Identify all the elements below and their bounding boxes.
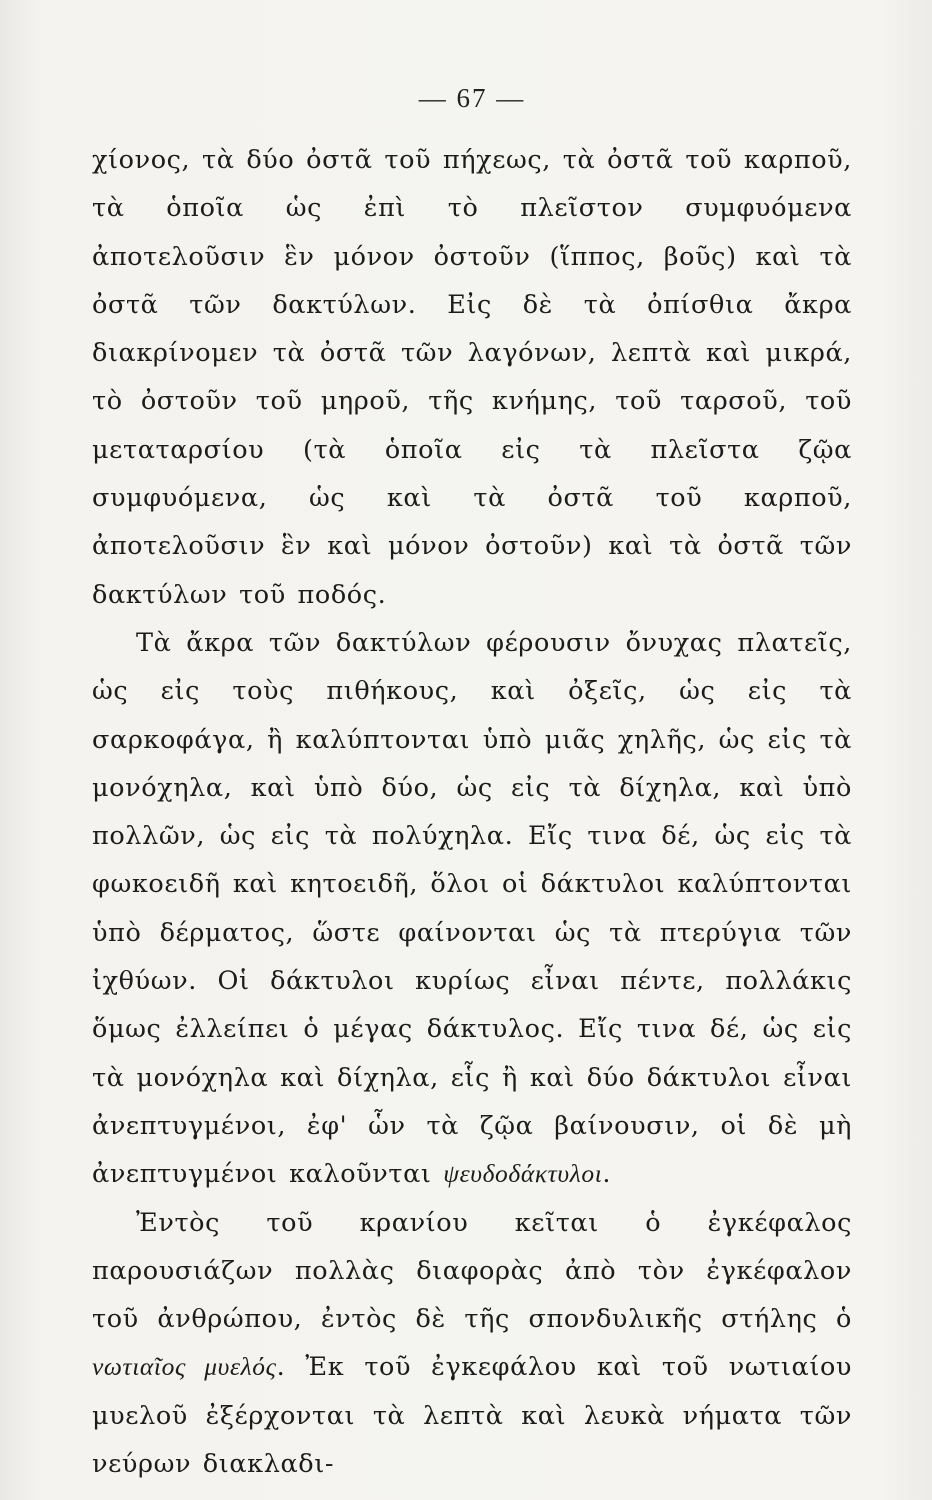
paragraph-text: Ἐντὸς τοῦ κρανίου κεῖται ὁ ἐγκέφαλος παρουσιάζων πολλὰς διαφορὰς ἀπὸ τὸν ἐγκέφαλον τοῦ ἀνθρώπου, ἐντὸς δὲ τῆς σπονδυλικῆς στήλης ὁ	[92, 1207, 852, 1335]
italic-term: νωτιαῖος μυελός	[92, 1352, 277, 1382]
paragraph-text: . Ἐκ τοῦ ἐγκεφάλου καὶ τοῦ νωτιαίου μυελοῦ ἐξέρχονται τὰ λεπτὰ καὶ λευκὰ νήματα τῶν νεύρων διακλαδι-	[92, 1352, 852, 1480]
paragraph-bones	[92, 136, 852, 619]
page-number: — 67 —	[418, 83, 526, 113]
paragraph-digits	[92, 619, 852, 1199]
paragraph-text: Τὰ ἄκρα τῶν δακτύλων φέρουσιν ὄνυχας πλατεῖς, ὡς εἰς τοὺς πιθήκους, καὶ ὀξεῖς, ὡς εἰς τὰ σαρκοφάγα, ἢ καλύπτονται ὑπὸ μιᾶς χηλῆς, ὡς εἰς τὰ μονόχηλα, καὶ ὑπὸ δύο, ὡς εἰς τὰ δίχηλα, καὶ ὑπὸ πολλῶν, ὡς εἰς τὰ πολύχηλα. Εἴς τινα δέ, ὡς εἰς τὰ φωκοειδῆ καὶ κητοειδῆ, ὅλοι οἱ δάκτυλοι καλύπτονται ὑπὸ δέρματος, ὥστε φαίνονται ὡς τὰ πτερύγια τῶν ἰχθύων. Οἱ δάκτυλοι κυρίως εἶναι πέντε, πολλάκις ὅμως ἐλλείπει ὁ μέγας δάκτυλος. Εἴς τινα δέ, ὡς εἰς τὰ μονόχηλα καὶ δίχηλα, εἷς ἢ καὶ δύο δάκτυλοι εἶναι ἀνεπτυγμένοι, ἐφ' ὧν τὰ ζῷα βαίνουσιν, οἱ δὲ μὴ ἀνεπτυγμένοι καλοῦνται	[92, 627, 852, 1190]
paragraph-text: χίονος, τὰ δύο ὀστᾶ τοῦ πήχεως, τὰ ὀστᾶ τοῦ καρποῦ, τὰ ὁποῖα ὡς ἐπὶ τὸ πλεῖστον συμφυόμενα ἀποτελοῦσιν ἓν μόνον ὀστοῦν (ἵππος, βοῦς) καὶ τὰ ὀστᾶ τῶν δακτύλων. Εἰς δὲ τὰ ὀπίσθια ἄκρα διακρίνομεν τὰ ὀστᾶ τῶν λαγόνων, λεπτὰ καὶ μικρά, τὸ ὀστοῦν τοῦ μηροῦ, τῆς κνήμης, τοῦ ταρσοῦ, τοῦ μεταταρσίου (τὰ ὁποῖα εἰς τὰ πλεῖστα ζῷα συμφυόμενα, ὡς καὶ τὰ ὀστᾶ τοῦ καρποῦ, ἀποτελοῦσιν ἓν καὶ μόνον ὀστοῦν) καὶ τὰ ὀστᾶ τῶν δακτύλων τοῦ ποδός.	[92, 145, 852, 610]
body-text	[92, 136, 852, 1488]
paragraph-brain	[92, 1199, 852, 1489]
paragraph-text: .	[602, 1159, 612, 1190]
italic-term: ψευδοδάκτυλοι	[443, 1159, 603, 1189]
